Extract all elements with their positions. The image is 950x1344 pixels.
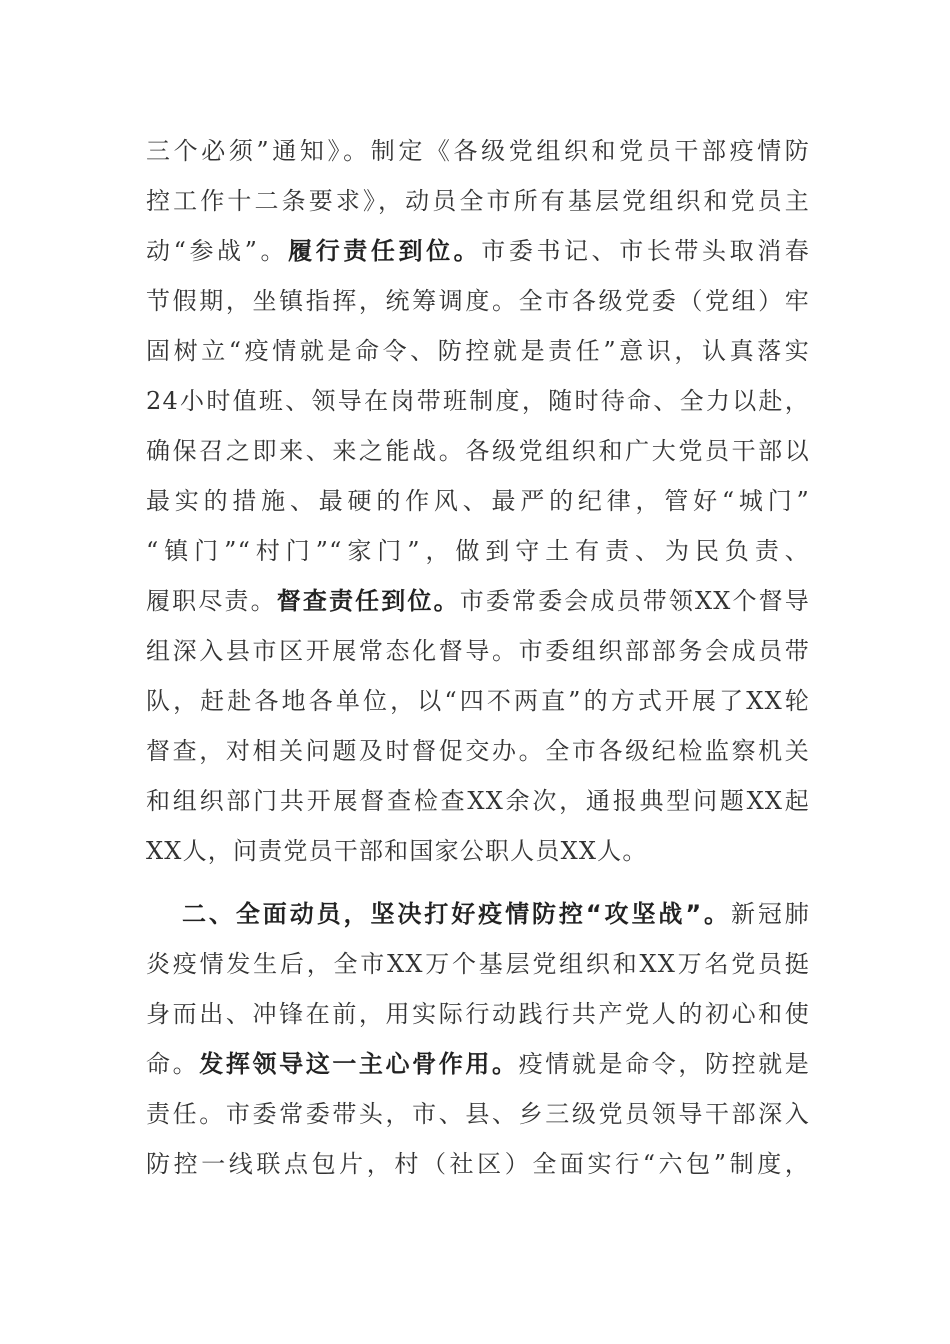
text-line: 固树立“疫情就是命令、防控就是责任”意识，认真落实	[146, 337, 810, 365]
text-line: 炎疫情发生后，全市XX万个基层党组织和XX万名党员挺	[146, 950, 810, 978]
text-line: 和组织部门共开展督查检查XX余次，通报典型问题XX起	[146, 787, 810, 815]
paragraph-mobilization	[146, 889, 810, 1189]
text-line: “镇门”“村门”“家门”，做到守土有责、为民负责、	[146, 537, 810, 565]
bold-subheading: 履行责任到位。	[288, 236, 482, 265]
text-line: 组深入县市区开展常态化督导。市委组织部部务会成员带	[146, 637, 810, 665]
text-span: 市委书记、市长带头取消春	[481, 237, 810, 265]
text-line: 队，赶赴各地各单位，以“四不两直”的方式开展了XX轮	[146, 687, 810, 715]
text-span: 命。	[146, 1050, 200, 1078]
text-line: 24小时值班、领导在岗带班制度，随时待命、全力以赴，	[146, 387, 810, 415]
text-line: 三个必须”通知》。制定《各级党组织和党员干部疫情防	[146, 137, 810, 165]
text-line	[146, 889, 810, 939]
bold-subheading: 督查责任到位。	[276, 586, 460, 615]
text-line: 防控一线联点包片，村（社区）全面实行“六包”制度，	[146, 1150, 810, 1178]
bold-subheading: 发挥领导这一主心骨作用。	[199, 1049, 519, 1078]
text-line: 身而出、冲锋在前，用实际行动践行共产党人的初心和使	[146, 1000, 810, 1028]
paragraph-responsibility	[146, 126, 810, 876]
text-line	[146, 226, 810, 276]
text-line	[146, 1039, 810, 1089]
text-span: 疫情就是命令，防控就是	[518, 1050, 810, 1078]
text-span: 新冠肺	[730, 900, 810, 928]
text-line: 控工作十二条要求》，动员全市所有基层党组织和党员主	[146, 187, 810, 215]
section-heading: 二、全面动员，坚决打好疫情防控“攻坚战”。	[182, 900, 731, 928]
text-line: XX人，问责党员干部和国家公职人员XX人。	[146, 837, 648, 865]
text-line: 责任。市委常委带头，市、县、乡三级党员领导干部深入	[146, 1100, 810, 1128]
text-line: 督查，对相关问题及时督促交办。全市各级纪检监察机关	[146, 737, 810, 765]
text-span: 动“参战”。	[146, 237, 289, 265]
text-span: 履职尽责。	[146, 587, 277, 615]
text-span: 市委常委会成员带领XX个督导	[459, 587, 810, 615]
text-line: 节假期，坐镇指挥，统筹调度。全市各级党委（党组）牢	[146, 287, 810, 315]
text-line: 最实的措施、最硬的作风、最严的纪律，管好“城门”	[146, 487, 810, 515]
text-line	[146, 576, 810, 626]
text-line: 确保召之即来、来之能战。各级党组织和广大党员干部以	[146, 437, 810, 465]
